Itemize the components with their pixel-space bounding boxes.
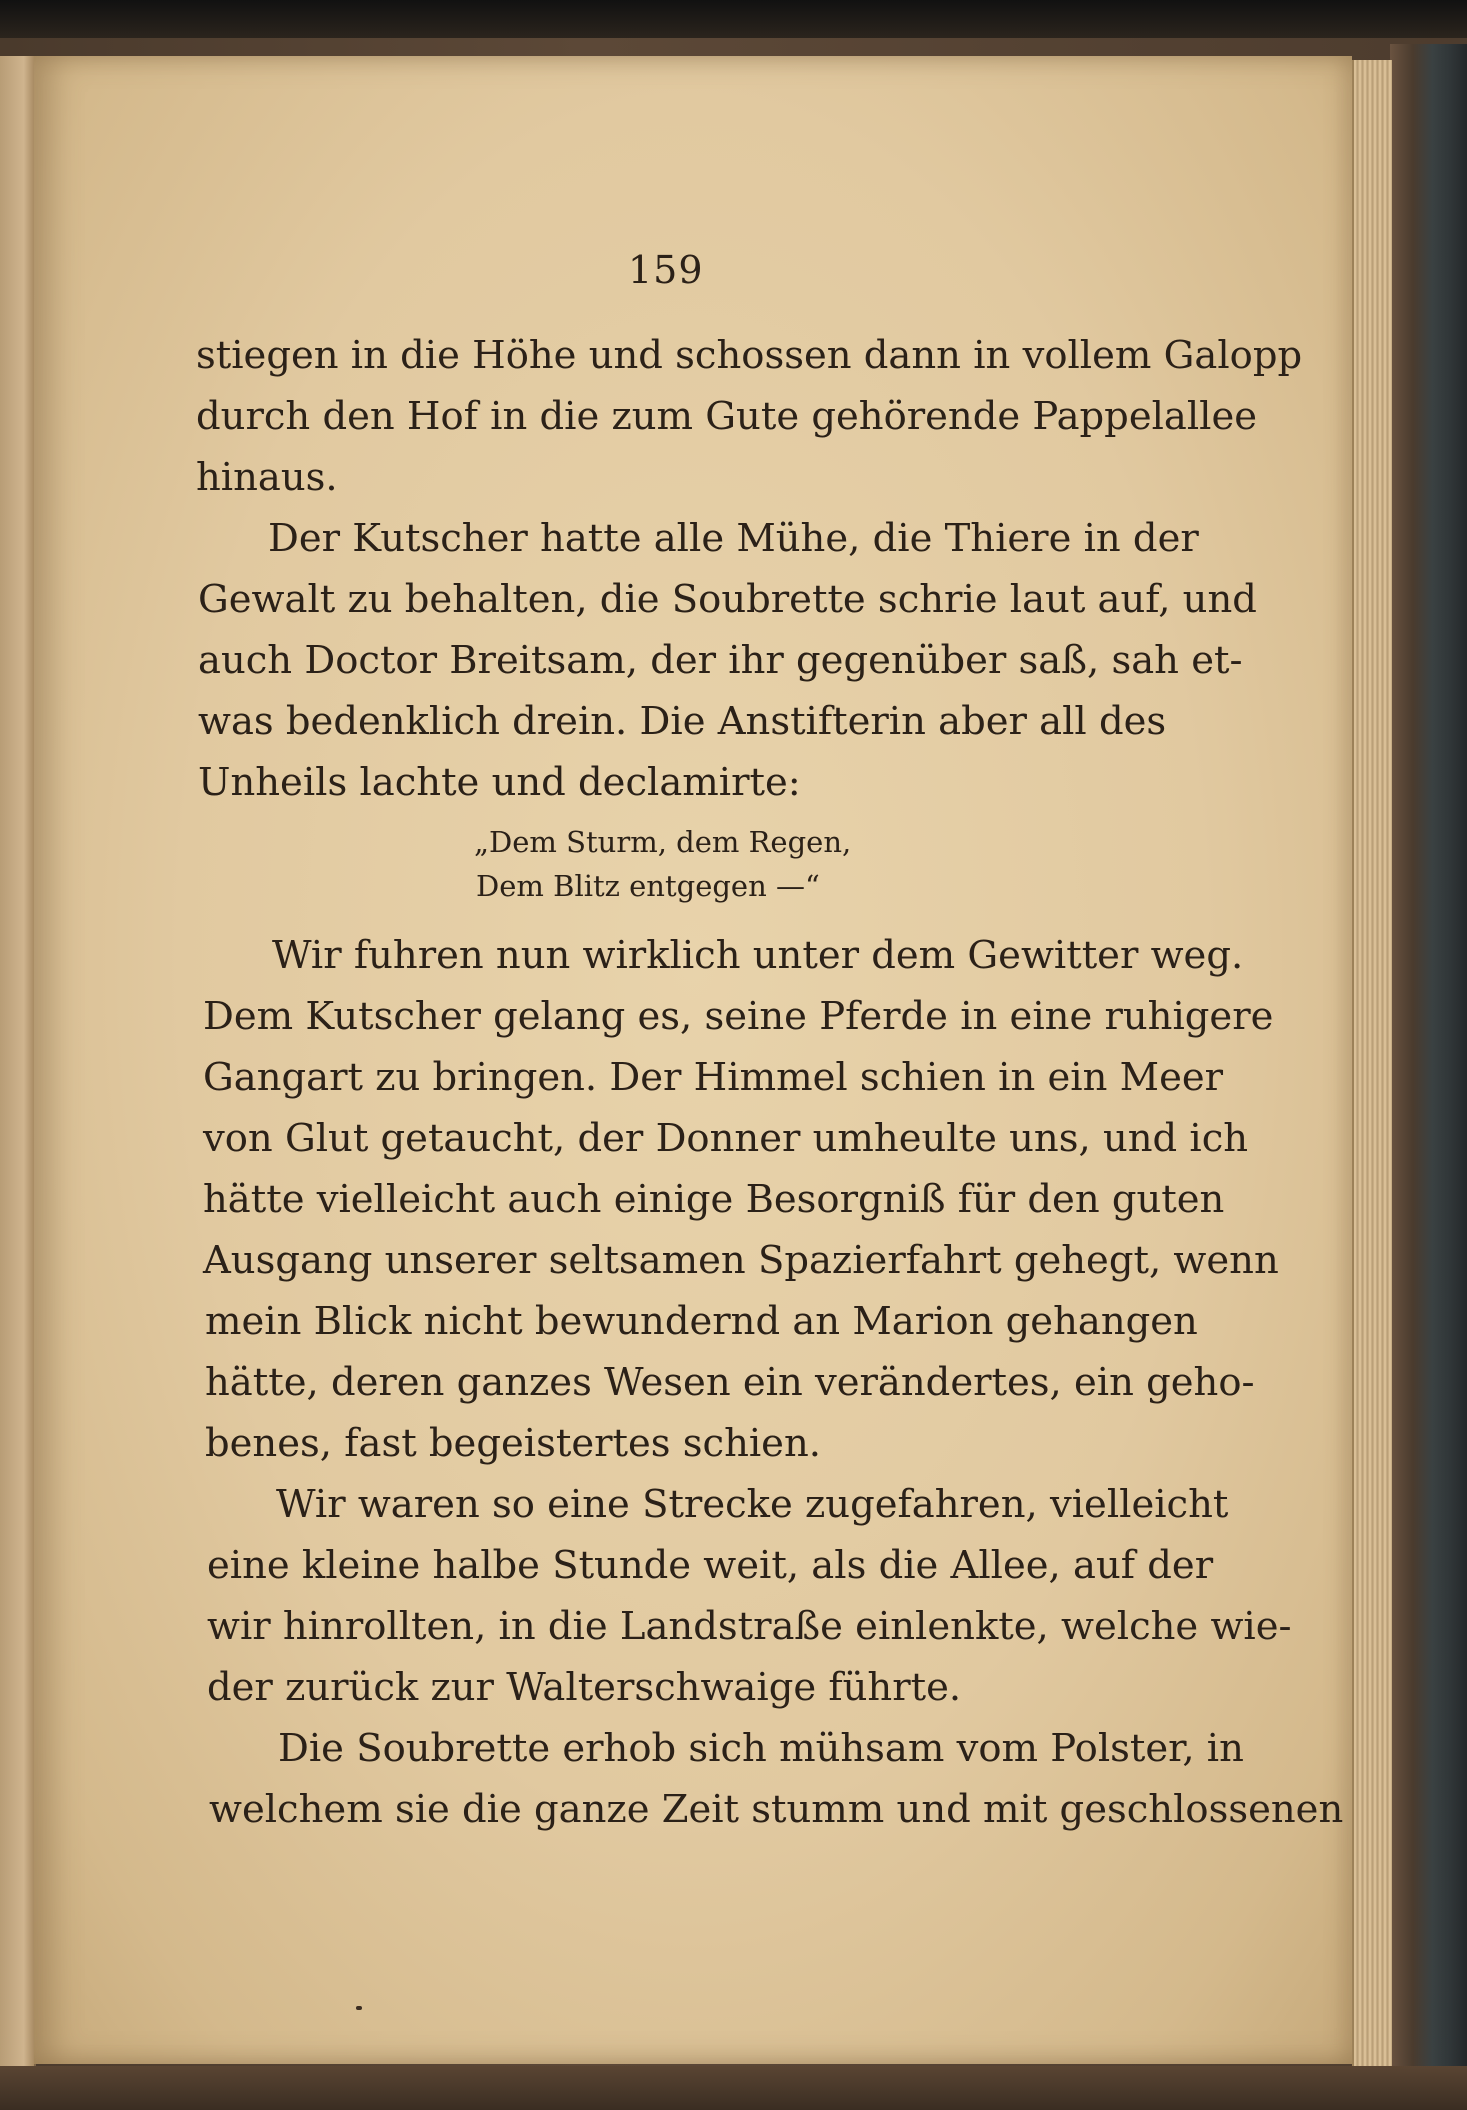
text-line: mein Blick nicht bewundernd an Marion gehangen: [205, 1299, 1198, 1344]
text-line: Die Soubrette erhob sich mühsam vom Polster, in: [278, 1726, 1244, 1771]
text-line: Ausgang unserer seltsamen Spazierfahrt gehegt, wenn: [203, 1238, 1279, 1283]
text-line: wir hinrollten, in die Landstraße einlenkte, welche wie-: [207, 1604, 1292, 1649]
text-line: auch Doctor Breitsam, der ihr gegenüber saß, sah et-: [198, 638, 1243, 683]
scanner-bed: [0, 0, 1467, 38]
text-line: Wir waren so eine Strecke zugefahren, vielleicht: [276, 1482, 1229, 1527]
text-line: hätte vielleicht auch einige Besorgniß für den guten: [203, 1177, 1225, 1222]
book-cover-spine-edge: [1390, 44, 1467, 2110]
text-line: Wir fuhren nun wirklich unter dem Gewitter weg.: [272, 933, 1244, 978]
text-line: was bedenklich drein. Die Anstifterin aber all des: [198, 699, 1167, 744]
text-line: benes, fast begeistertes schien.: [205, 1421, 821, 1466]
text-line: eine kleine halbe Stunde weit, als die Allee, auf der: [207, 1543, 1214, 1588]
text-line: Unheils lachte und declamirte:: [198, 760, 801, 805]
text-line: stiegen in die Höhe und schossen dann in vollem Galopp: [196, 333, 1303, 378]
text-line: von Glut getaucht, der Donner umheulte uns, und ich: [203, 1116, 1249, 1161]
text-line: Gewalt zu behalten, die Soubrette schrie laut auf, und: [198, 577, 1257, 622]
text-line: durch den Hof in die zum Gute gehörende Pappelallee: [196, 394, 1258, 439]
verse-line: Dem Blitz entgegen —“: [476, 869, 820, 903]
text-line: Der Kutscher hatte alle Mühe, die Thiere in der: [268, 516, 1199, 561]
text-line: hätte, deren ganzes Wesen ein verändertes, ein geho-: [205, 1360, 1255, 1405]
page-number: 159: [628, 248, 704, 292]
text-line: Dem Kutscher gelang es, seine Pferde in eine ruhigere: [203, 994, 1274, 1039]
text-line: welchem sie die ganze Zeit stumm und mit geschlossenen: [209, 1787, 1344, 1832]
text-line: hinaus.: [196, 455, 338, 500]
page-stack-edges: [1352, 60, 1392, 2070]
text-line: der zurück zur Walterschwaige führte.: [207, 1665, 962, 1710]
text-line: Gangart zu bringen. Der Himmel schien in ein Meer: [203, 1055, 1224, 1100]
book-cover-bottom: [0, 2066, 1467, 2110]
ink-speck: [356, 2006, 362, 2010]
verse-line: „Dem Sturm, dem Regen,: [474, 825, 852, 859]
previous-page-edge: [0, 56, 36, 2066]
